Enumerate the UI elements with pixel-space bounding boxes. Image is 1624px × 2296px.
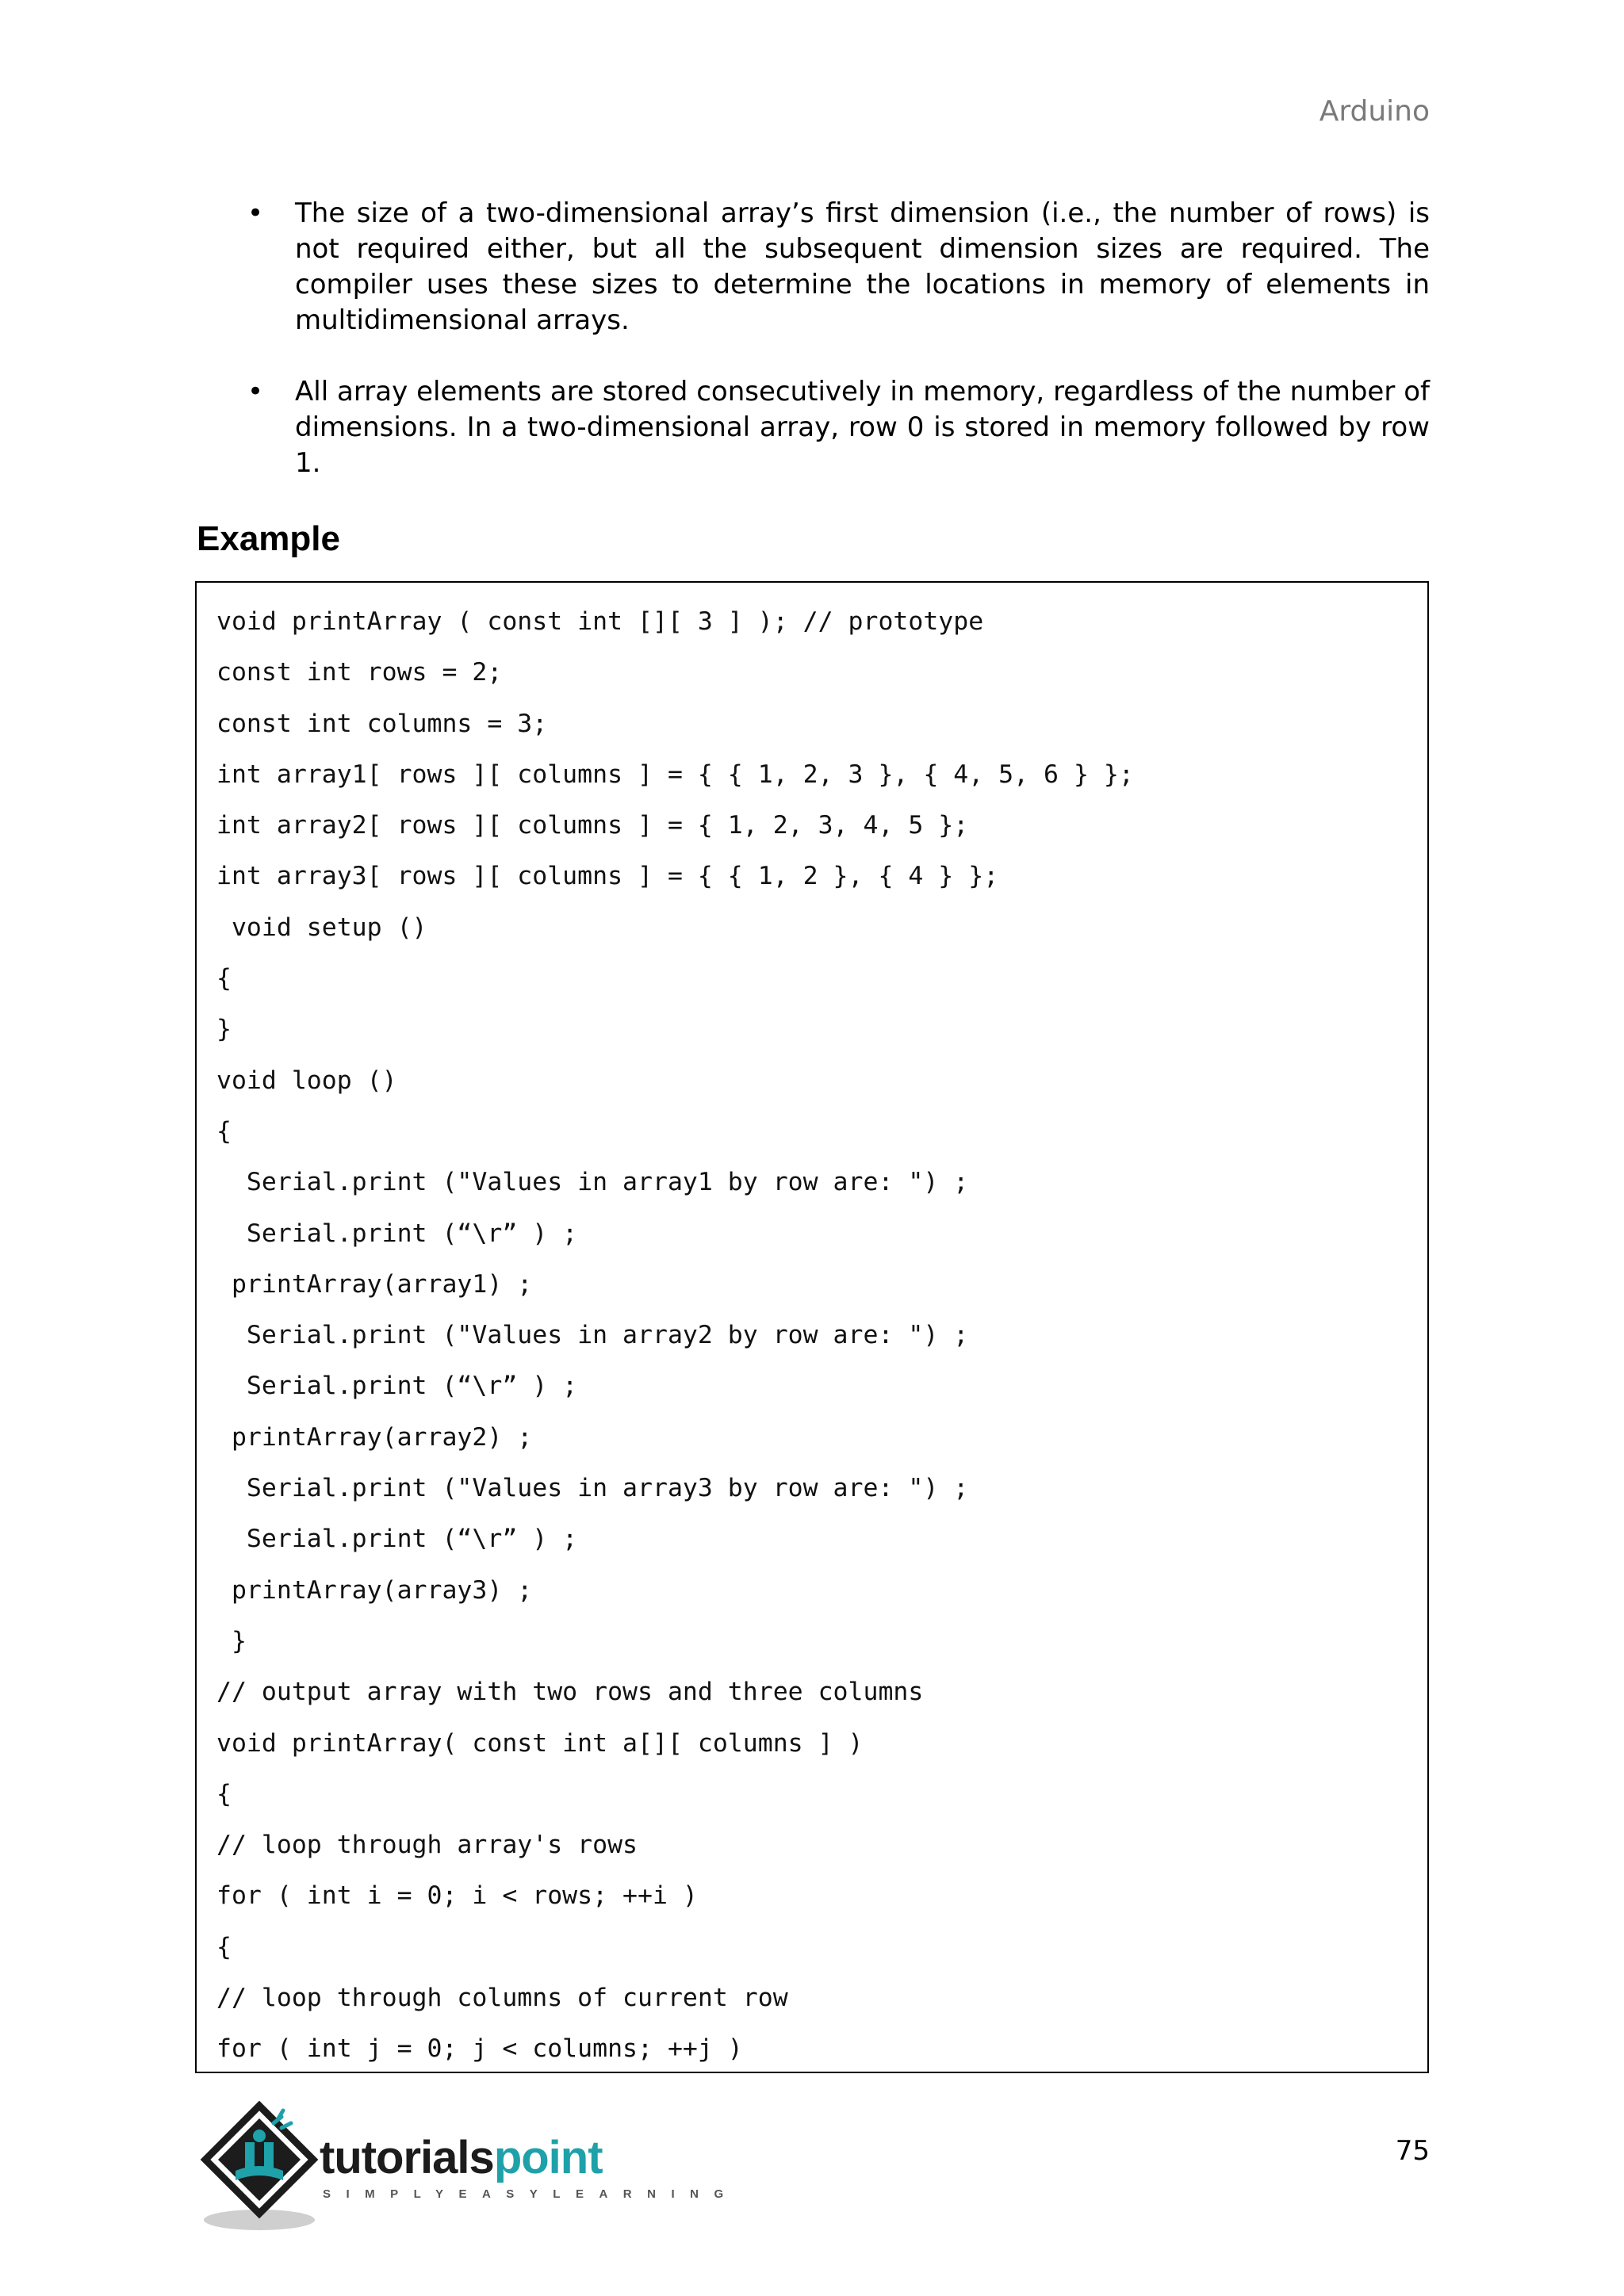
code-block: [195, 581, 1429, 2073]
logo-wordmark: tutorialspoint: [320, 2132, 603, 2183]
code-line: {: [216, 1779, 232, 1808]
code-line: Serial.print ("Values in array1 by row are: ") ;: [216, 1168, 969, 1197]
code-line: {: [216, 1116, 232, 1146]
code-line: int array2[ rows ][ columns ] = { 1, 2, 3, 4, 5 };: [216, 811, 969, 840]
code-line: printArray(array2) ;: [216, 1422, 533, 1452]
code-line: for ( int i = 0; i < rows; ++i ): [216, 1881, 698, 1911]
logo-diamond-icon: [194, 2101, 321, 2236]
code-line: // loop through columns of current row: [216, 1984, 788, 2013]
code-line: printArray(array1) ;: [216, 1269, 533, 1299]
code-line: const int columns = 3;: [216, 709, 548, 738]
bullet-text: The size of a two-dimensional array’s first dimension (i.e., the number of rows) is not required either, but all the subsequent dimension sizes are required. The compiler uses these sizes to determine the locations in memory of elements in multidimensional arrays.: [295, 197, 1430, 336]
bullet-icon: •: [247, 376, 264, 408]
code-lines: [197, 583, 1427, 2073]
bullet-list: [238, 196, 1430, 517]
code-line: Serial.print (“\r” ) ;: [216, 1525, 578, 1554]
code-line: {: [216, 964, 232, 993]
code-line: {: [216, 1932, 232, 1961]
page-number: 75: [1395, 2135, 1430, 2167]
bullet-icon: •: [247, 197, 264, 229]
code-line: int array1[ rows ][ columns ] = { { 1, 2, 3 }, { 4, 5, 6 } };: [216, 760, 1134, 789]
code-line: // output array with two rows and three columns: [216, 1678, 924, 1707]
list-item: [238, 374, 1430, 481]
code-line: // loop through array's rows: [216, 1831, 638, 1860]
code-line: int array3[ rows ][ columns ] = { { 1, 2 }, { 4 } };: [216, 862, 999, 891]
section-title: Example: [197, 519, 340, 558]
list-item: [238, 196, 1430, 339]
tutorialspoint-logo: [194, 2101, 739, 2236]
code-line: void printArray( const int a[][ columns ] ): [216, 1728, 864, 1758]
code-line: printArray(array3) ;: [216, 1575, 533, 1605]
code-line: const int rows = 2;: [216, 658, 503, 687]
code-line: Serial.print (“\r” ) ;: [216, 1372, 578, 1401]
code-line: Serial.print ("Values in array3 by row are: ") ;: [216, 1474, 969, 1503]
code-line: Serial.print (“\r” ) ;: [216, 1219, 578, 1248]
code-line: for ( int j = 0; j < columns; ++j ): [216, 2034, 743, 2064]
running-header: Arduino: [1319, 95, 1430, 128]
code-line: void setup (): [216, 913, 427, 942]
code-line: void loop (): [216, 1066, 397, 1095]
code-line: }: [216, 1015, 232, 1044]
code-line: void printArray ( const int [][ 3 ] ); // prototype: [216, 607, 984, 636]
bullet-text: All array elements are stored consecutively in memory, regardless of the number of dimensions. In a two-dimensional array, row 0 is stored in memory followed by row 1.: [295, 376, 1430, 479]
code-line: }: [216, 1626, 247, 1655]
logo-tagline: SIMPLYEASYLEARNING: [323, 2187, 739, 2201]
code-line: Serial.print ("Values in array2 by row are: ") ;: [216, 1321, 969, 1350]
